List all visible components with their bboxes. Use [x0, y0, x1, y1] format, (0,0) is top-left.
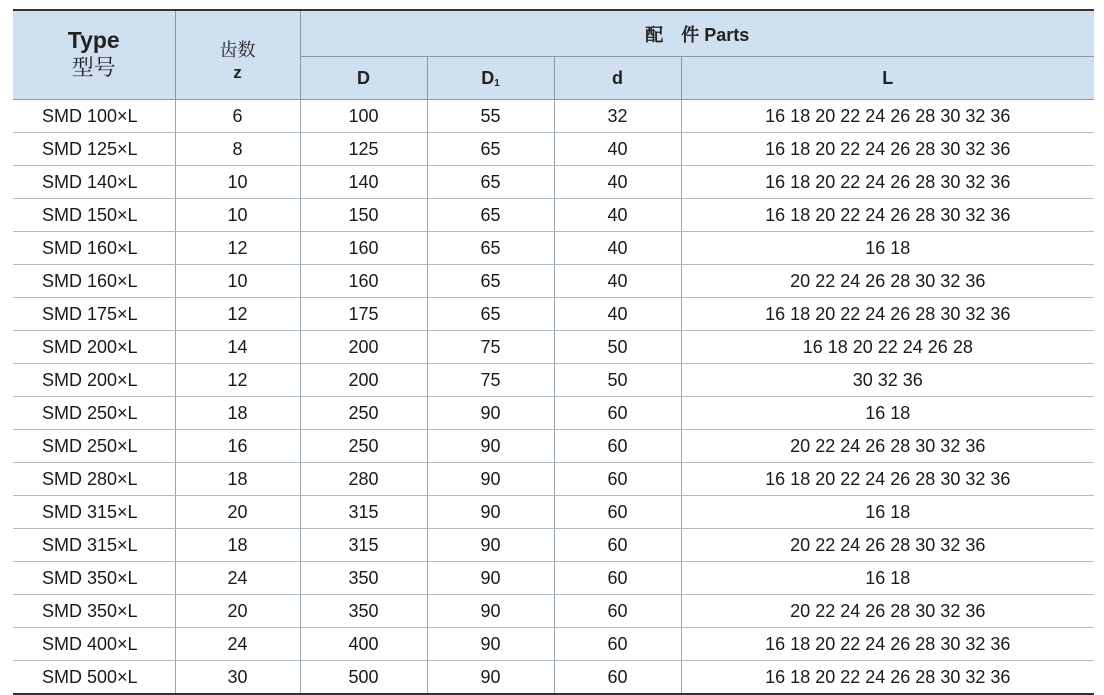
cell-type: SMD 100×L [13, 100, 175, 133]
cell-d: 60 [554, 529, 681, 562]
header-type-en: Type [67, 27, 120, 53]
cell-D1: 65 [427, 166, 554, 199]
cell-type: SMD 200×L [13, 331, 175, 364]
cell-D1: 75 [427, 364, 554, 397]
cell-d: 32 [554, 100, 681, 133]
table-row [13, 100, 1094, 133]
header-col-d: d [554, 57, 681, 100]
cell-D: 160 [300, 265, 427, 298]
cell-d: 60 [554, 628, 681, 661]
cell-type: SMD 315×L [13, 529, 175, 562]
table-row [13, 265, 1094, 298]
header-teeth-en: z [233, 63, 242, 82]
cell-teeth: 10 [175, 265, 300, 298]
cell-L: 16 18 [681, 232, 1094, 265]
table-row [13, 166, 1094, 199]
table-row [13, 529, 1094, 562]
cell-L: 16 18 20 22 24 26 28 30 32 36 [681, 628, 1094, 661]
cell-d: 40 [554, 298, 681, 331]
table-row [13, 595, 1094, 628]
cell-L: 20 22 24 26 28 30 32 36 [681, 430, 1094, 463]
cell-d: 40 [554, 232, 681, 265]
cell-L: 20 22 24 26 28 30 32 36 [681, 529, 1094, 562]
cell-teeth: 12 [175, 232, 300, 265]
cell-D1: 90 [427, 595, 554, 628]
cell-L: 16 18 20 22 24 26 28 30 32 36 [681, 133, 1094, 166]
cell-D1: 90 [427, 397, 554, 430]
cell-teeth: 18 [175, 529, 300, 562]
cell-L: 16 18 20 22 24 26 28 30 32 36 [681, 100, 1094, 133]
cell-D1: 90 [427, 628, 554, 661]
cell-type: SMD 250×L [13, 430, 175, 463]
cell-d: 60 [554, 463, 681, 496]
header-type-zh: 型号 [71, 55, 116, 80]
header-parts-en: Parts [704, 24, 750, 45]
cell-D: 315 [300, 496, 427, 529]
header-col-D: D [300, 57, 427, 100]
cell-teeth: 8 [175, 133, 300, 166]
cell-L: 16 18 20 22 24 26 28 30 32 36 [681, 298, 1094, 331]
cell-type: SMD 500×L [13, 661, 175, 695]
cell-D: 280 [300, 463, 427, 496]
cell-type: SMD 125×L [13, 133, 175, 166]
cell-D: 350 [300, 562, 427, 595]
cell-teeth: 6 [175, 100, 300, 133]
cell-L: 16 18 20 22 24 26 28 30 32 36 [681, 463, 1094, 496]
header-col-D1-base: D [481, 67, 495, 88]
header-parts [300, 10, 1094, 57]
cell-d: 40 [554, 199, 681, 232]
header-teeth [175, 10, 300, 100]
cell-D: 350 [300, 595, 427, 628]
cell-D: 200 [300, 331, 427, 364]
cell-d: 60 [554, 562, 681, 595]
cell-D1: 90 [427, 562, 554, 595]
cell-D: 250 [300, 430, 427, 463]
cell-type: SMD 250×L [13, 397, 175, 430]
table-row [13, 397, 1094, 430]
table-row [13, 430, 1094, 463]
table-row [13, 133, 1094, 166]
cell-type: SMD 175×L [13, 298, 175, 331]
table-row [13, 199, 1094, 232]
cell-D: 150 [300, 199, 427, 232]
table-row [13, 298, 1094, 331]
cell-L: 16 18 [681, 562, 1094, 595]
cell-L: 16 18 20 22 24 26 28 30 32 36 [681, 661, 1094, 695]
cell-d: 50 [554, 364, 681, 397]
table-row [13, 331, 1094, 364]
cell-teeth: 24 [175, 628, 300, 661]
table-row [13, 463, 1094, 496]
spec-table [13, 9, 1094, 695]
cell-L: 16 18 20 22 24 26 28 30 32 36 [681, 199, 1094, 232]
table-header [13, 10, 1094, 100]
cell-d: 60 [554, 496, 681, 529]
cell-teeth: 16 [175, 430, 300, 463]
cell-D: 160 [300, 232, 427, 265]
header-type [13, 10, 175, 100]
table-row [13, 364, 1094, 397]
cell-d: 60 [554, 397, 681, 430]
cell-D: 400 [300, 628, 427, 661]
table-row [13, 562, 1094, 595]
cell-type: SMD 200×L [13, 364, 175, 397]
cell-L: 16 18 [681, 496, 1094, 529]
cell-D1: 75 [427, 331, 554, 364]
cell-L: 20 22 24 26 28 30 32 36 [681, 265, 1094, 298]
cell-D1: 90 [427, 661, 554, 695]
cell-d: 50 [554, 331, 681, 364]
header-row-top [13, 10, 1094, 57]
cell-d: 60 [554, 661, 681, 695]
cell-D: 100 [300, 100, 427, 133]
cell-D1: 65 [427, 199, 554, 232]
cell-D1: 90 [427, 430, 554, 463]
cell-teeth: 10 [175, 166, 300, 199]
cell-teeth: 20 [175, 496, 300, 529]
cell-d: 40 [554, 166, 681, 199]
cell-D: 200 [300, 364, 427, 397]
cell-type: SMD 160×L [13, 232, 175, 265]
cell-D1: 65 [427, 232, 554, 265]
cell-L: 30 32 36 [681, 364, 1094, 397]
cell-type: SMD 150×L [13, 199, 175, 232]
header-teeth-zh: 齿数 [219, 40, 256, 60]
cell-teeth: 24 [175, 562, 300, 595]
cell-L: 16 18 [681, 397, 1094, 430]
cell-D1: 90 [427, 463, 554, 496]
cell-teeth: 20 [175, 595, 300, 628]
cell-teeth: 18 [175, 463, 300, 496]
cell-type: SMD 400×L [13, 628, 175, 661]
cell-type: SMD 280×L [13, 463, 175, 496]
cell-D: 315 [300, 529, 427, 562]
cell-d: 60 [554, 595, 681, 628]
cell-D: 250 [300, 397, 427, 430]
table-row [13, 496, 1094, 529]
cell-L: 16 18 20 22 24 26 28 30 32 36 [681, 166, 1094, 199]
cell-type: SMD 315×L [13, 496, 175, 529]
cell-d: 40 [554, 133, 681, 166]
cell-D: 140 [300, 166, 427, 199]
cell-d: 40 [554, 265, 681, 298]
cell-teeth: 18 [175, 397, 300, 430]
table-row [13, 232, 1094, 265]
cell-D1: 65 [427, 265, 554, 298]
header-col-L: L [681, 57, 1094, 100]
cell-type: SMD 140×L [13, 166, 175, 199]
table-row [13, 628, 1094, 661]
cell-type: SMD 350×L [13, 562, 175, 595]
cell-teeth: 12 [175, 298, 300, 331]
cell-d: 60 [554, 430, 681, 463]
table-body [13, 100, 1094, 695]
cell-L: 20 22 24 26 28 30 32 36 [681, 595, 1094, 628]
cell-L: 16 18 20 22 24 26 28 [681, 331, 1094, 364]
cell-D1: 55 [427, 100, 554, 133]
cell-type: SMD 160×L [13, 265, 175, 298]
cell-teeth: 12 [175, 364, 300, 397]
cell-D: 500 [300, 661, 427, 695]
cell-teeth: 10 [175, 199, 300, 232]
cell-D1: 90 [427, 529, 554, 562]
cell-type: SMD 350×L [13, 595, 175, 628]
cell-teeth: 14 [175, 331, 300, 364]
header-parts-zh: 配 件 [645, 24, 700, 45]
header-col-D1-sub: 1 [494, 77, 500, 89]
header-col-D1 [427, 57, 554, 100]
cell-D1: 65 [427, 133, 554, 166]
cell-D1: 90 [427, 496, 554, 529]
cell-D: 125 [300, 133, 427, 166]
cell-teeth: 30 [175, 661, 300, 695]
cell-D: 175 [300, 298, 427, 331]
cell-D1: 65 [427, 298, 554, 331]
